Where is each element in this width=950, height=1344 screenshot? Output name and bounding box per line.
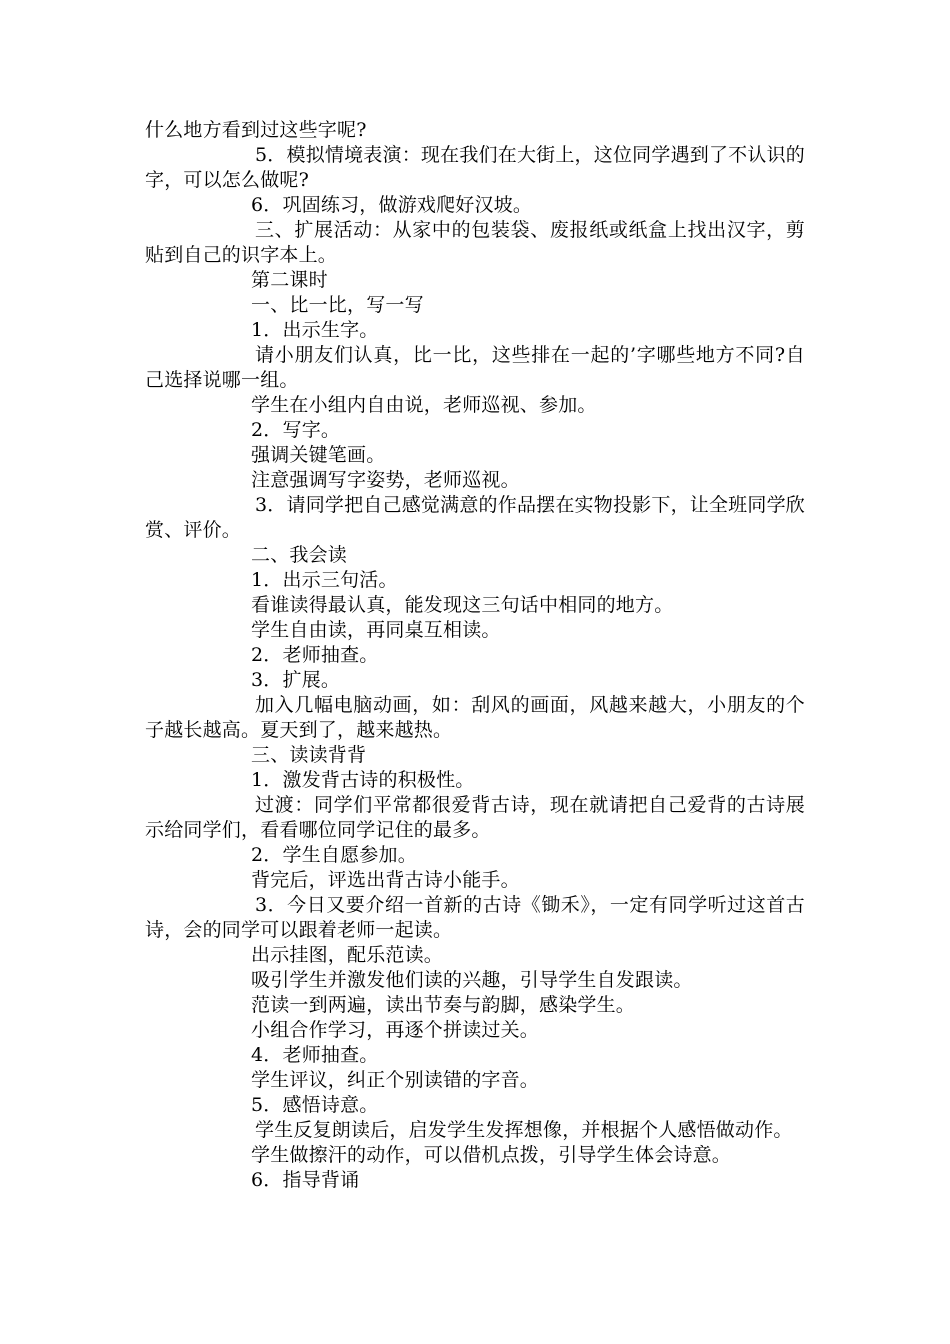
paragraph: 加入几幅电脑动画，如：刮风的画面，风越来越大，小朋友的个子越长越高。夏天到了，越来越热。	[145, 694, 805, 741]
paragraph: 什么地方看到过这些字呢?	[145, 119, 367, 141]
paragraph: 1．激发背古诗的积极性。	[251, 769, 475, 791]
paragraph: 三、扩展活动：从家中的包装袋、废报纸或纸盒上找出汉字，剪贴到自己的识字本上。	[145, 219, 805, 266]
paragraph: 吸引学生并激发他们读的兴趣，引导学生自发跟读。	[251, 969, 693, 991]
paragraph: 1．出示生字。	[251, 319, 379, 341]
document-body	[145, 118, 805, 1193]
paragraph: 学生自由读，再同桌互相读。	[251, 619, 501, 641]
paragraph: 6．巩固练习，做游戏爬好汉坡。	[251, 194, 533, 216]
paragraph: 3．今日又要介绍一首新的古诗《锄禾》，一定有同学听过这首古诗，会的同学可以跟着老师一起读。	[145, 894, 805, 941]
paragraph: 2．老师抽查。	[251, 644, 379, 666]
paragraph: 学生在小组内自由说，老师巡视、参加。	[251, 394, 597, 416]
paragraph: 学生评议，纠正个别读错的字音。	[251, 1069, 540, 1091]
paragraph: 看谁读得最认真，能发现这三句话中相同的地方。	[251, 594, 674, 616]
paragraph: 一、比一比，写一写	[251, 294, 424, 316]
paragraph: 1．出示三句活。	[251, 569, 398, 591]
paragraph: 学生反复朗读后，启发学生发挥想像，并根据个人感悟做动作。	[255, 1119, 793, 1141]
paragraph: 出示挂图，配乐范读。	[251, 944, 444, 966]
paragraph: 3．扩展。	[251, 669, 341, 691]
paragraph: 2．学生自愿参加。	[251, 844, 417, 866]
paragraph: 请小朋友们认真，比一比，这些排在一起的’字哪些地方不同?自己选择说哪一组。	[145, 344, 805, 391]
paragraph: 三、读读背背	[251, 744, 367, 766]
paragraph: 背完后，评选出背古诗小能手。	[251, 869, 520, 891]
paragraph: 5．感悟诗意。	[251, 1094, 379, 1116]
paragraph: 5．模拟情境表演：现在我们在大街上，这位同学遇到了不认识的字，可以怎么做呢?	[145, 144, 805, 191]
paragraph: 过渡：同学们平常都很爱背古诗，现在就请把自己爱背的古诗展示给同学们，看看哪位同学记住的最多。	[145, 794, 805, 841]
paragraph: 学生做擦汗的动作，可以借机点拨，引导学生体会诗意。	[251, 1144, 732, 1166]
paragraph: 2．写字。	[251, 419, 341, 441]
paragraph: 小组合作学习，再逐个拼读过关。	[251, 1019, 540, 1041]
paragraph: 第二课时	[251, 269, 328, 291]
paragraph: 注意强调写字姿势，老师巡视。	[251, 469, 520, 491]
paragraph: 6．指导背诵	[251, 1169, 360, 1191]
paragraph: 3．请同学把自己感觉满意的作品摆在实物投影下，让全班同学欣赏、评价。	[145, 494, 805, 541]
paragraph: 二、我会读	[251, 544, 348, 566]
paragraph: 强调关键笔画。	[251, 444, 386, 466]
paragraph: 4．老师抽查。	[251, 1044, 379, 1066]
paragraph: 范读一到两遍，读出节奏与韵脚，感染学生。	[251, 994, 636, 1016]
